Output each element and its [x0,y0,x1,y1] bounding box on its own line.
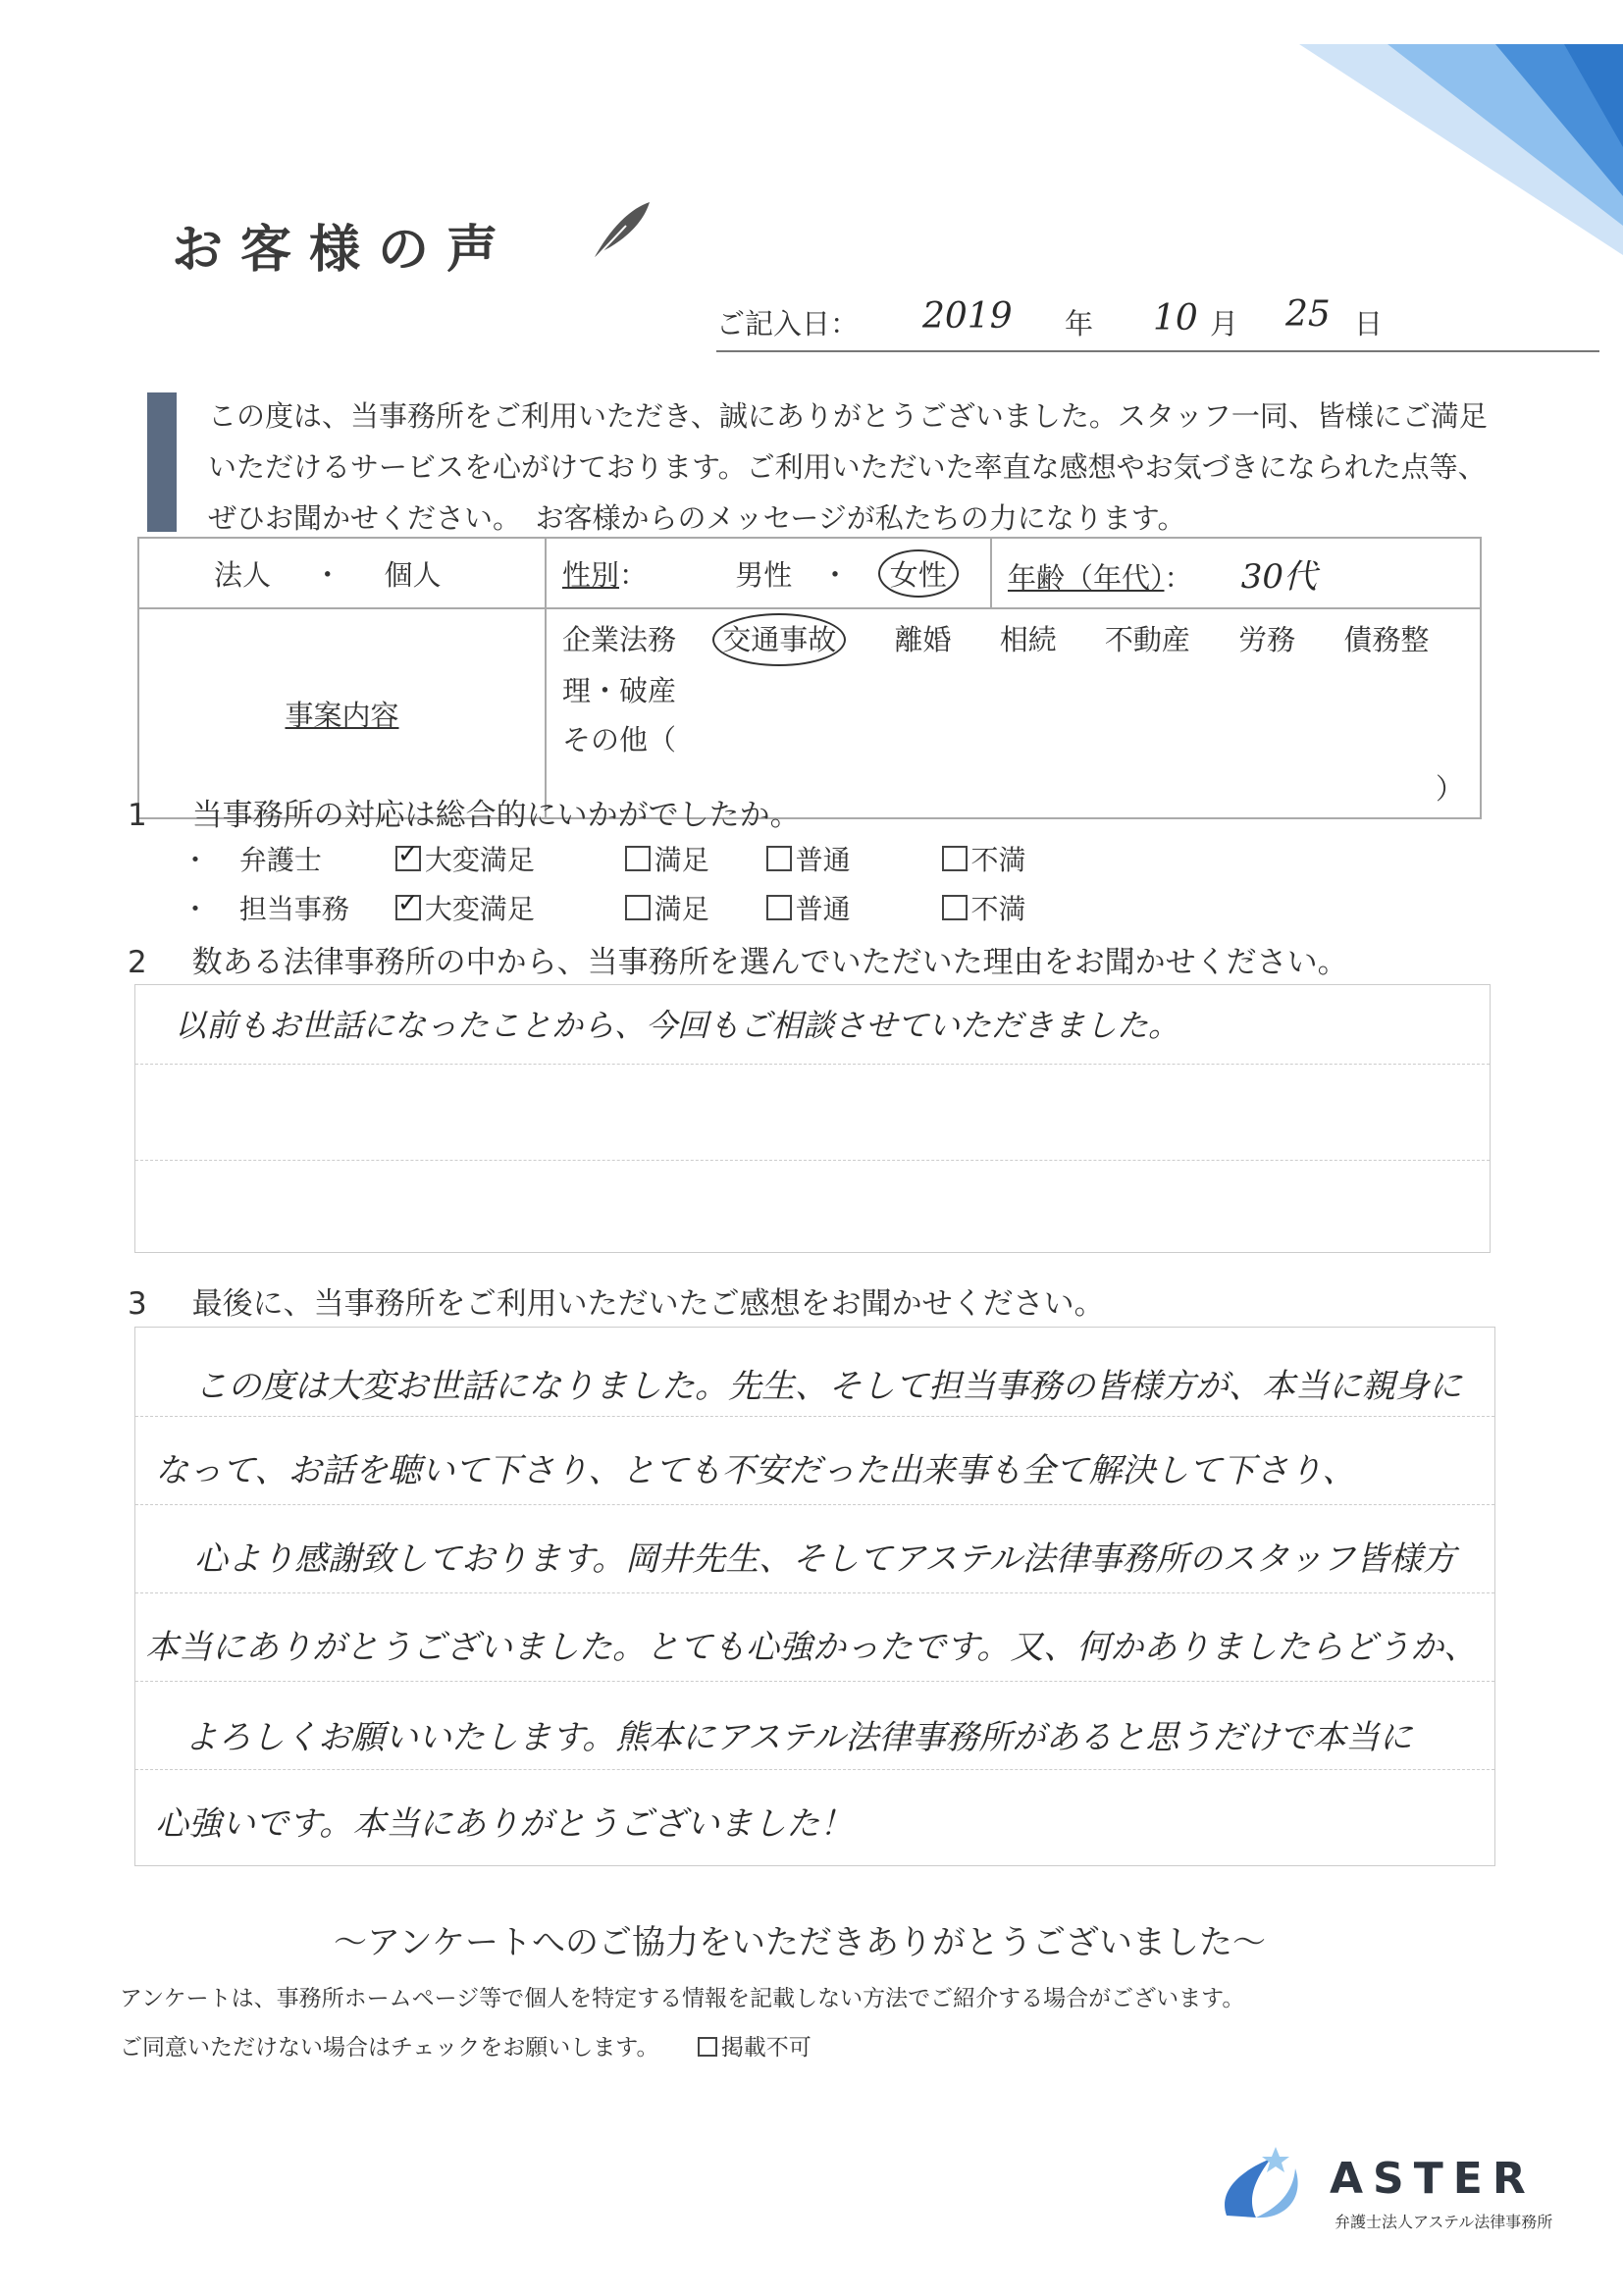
optout-checkbox[interactable]: 掲載不可 [698,2035,812,2061]
q2-answer: 以前もお世話になったことから、今回もご相談させていただきました。 [175,1007,1180,1044]
intro-text [208,391,1523,544]
page-title: お客様の声 [172,221,516,280]
logo-subtitle: 弁護士法人アステル法律事務所 [1335,2213,1553,2231]
case-real-estate[interactable]: 不動産 [1104,623,1190,656]
q1-staff-satisfied[interactable]: 満足 [625,888,758,927]
case-traffic-accident-selected[interactable]: 交通事故 [712,613,846,666]
client-type-cell: 法人 ・ 個人 [138,538,546,608]
date-label: ご記入日： [716,307,860,340]
case-inheritance[interactable]: 相続 [999,623,1057,656]
q3-heading: 3 最後に、当事務所をご利用いただいたご感想をお聞かせください。 [128,1286,1105,1322]
disclosure-note: アンケートは、事務所ホームページ等で個人を特定する情報を記載しない方法でご紹介する場合がございます。 [120,1986,1245,2011]
q1-staff-very-satisfied[interactable]: ✓ 大変満足 [395,888,616,927]
gender-female-selected[interactable]: 女性 [878,549,959,598]
checkbox-icon[interactable] [766,895,792,920]
checkbox-icon[interactable] [766,846,792,871]
checkbox-icon[interactable] [942,846,968,871]
q1-lawyer-neutral[interactable]: 普通 [766,839,933,878]
q3-answer-line: 心より感謝致しております。岡井先生、そしてアステル法律事務所のスタッフ皆様方 [194,1539,1456,1579]
checkbox-checked-icon[interactable] [395,846,421,871]
q2-heading: 2 数ある法律事務所の中から、当事務所を選んでいただいた理由をお聞かせください。 [128,945,1348,980]
checkbox-icon[interactable] [625,846,651,871]
checkbox-icon[interactable] [698,2037,717,2057]
q3-answer-line: なって、お話を聴いて下さり、とても不安だった出来事も全て解決して下さり、 [155,1451,1356,1490]
month-unit: 月 [1210,307,1239,340]
case-label: 事案内容 [285,698,399,732]
q2-answer-box[interactable] [134,984,1491,1253]
gender-label: 性別 [561,557,619,592]
checkbox-icon[interactable] [942,895,968,920]
date-month: 10 [1153,298,1198,339]
q1-lawyer-very-satisfied[interactable]: ✓ 大変満足 [395,839,616,878]
gender-male[interactable]: 男性 [735,557,793,592]
case-corporate[interactable]: 企業法務 [561,623,676,656]
case-other[interactable]: その他（ [561,723,676,757]
gender-cell: 性別： 男性 ・ 女性 [546,538,991,608]
corner-decoration [1270,0,1623,255]
q3-answer-box[interactable] [134,1327,1495,1866]
date-row [716,294,1599,353]
q1-lawyer-satisfied[interactable]: 満足 [625,839,758,878]
info-table [137,537,1482,819]
client-type-corp[interactable]: 法人 [214,557,272,592]
consent-note: ご同意いただけない場合はチェックをお願いします。 掲載不可 [120,2035,812,2061]
age-cell: 年齢（年代）： 30代 [991,538,1481,608]
date-day: 25 [1285,294,1331,335]
q1-row-lawyer: ・ 弁護士 ✓ 大変満足 満足 普通 不満 [182,839,1026,878]
day-unit: 日 [1354,307,1384,340]
q1-staff-neutral[interactable]: 普通 [766,888,933,927]
client-type-individual[interactable]: 個人 [384,557,442,592]
intro-line: この度は、当事務所をご利用いただき、誠にありがとうございました。スタッフ一同、皆様にご満足 [208,399,1488,433]
case-divorce[interactable]: 離婚 [894,623,952,656]
aster-logo-icon [1217,2139,1315,2227]
q1-lawyer-dissatisfied[interactable]: 不満 [942,839,1026,878]
checkbox-icon[interactable] [625,895,651,920]
date-underline [716,350,1599,352]
q1-heading: 1 当事務所の対応は総合的にいかがでしたか。 [128,798,801,833]
case-options-cell: 企業法務 交通事故 離婚 相続 不動産 労務 債務整理・破産 その他（ ） [546,608,1481,818]
q1-row-staff: ・ 担当事務 ✓ 大変満足 満足 普通 不満 [182,888,1026,927]
q3-answer-line: この度は大変お世話になりました。先生、そして担当事務の皆様方が、本当に親身に [194,1367,1462,1406]
q3-answer-line: 本当にありがとうございました。とても心強かったです。又、何かありましたらどうか、 [145,1628,1478,1667]
checkbox-checked-icon[interactable] [395,895,421,920]
logo-wordmark: ASTER [1330,2154,1536,2204]
q3-answer-line: よろしくお願いいたします。熊本にアステル法律事務所があると思うだけで本当に [184,1718,1413,1757]
age-value: 30代 [1240,556,1317,597]
age-label: 年齢（年代） [1007,560,1165,595]
date-year: 2019 [922,296,1013,337]
year-unit: 年 [1065,307,1094,340]
intro-accent-bar [147,392,177,532]
thanks-message: ～アンケートへのご協力をいただきありがとうございました～ [334,1923,1266,1962]
case-debt[interactable]: 債務整理・破産 [561,623,1430,707]
case-labor[interactable]: 労務 [1238,623,1296,656]
q3-answer-line: 心強いです。本当にありがとうございました！ [155,1804,854,1844]
intro-line: ぜひお聞かせください。 お客様からのメッセージが私たちの力になります。 [208,501,1186,535]
intro-line: いただけるサービスを心がけております。ご利用いただいた率直な感想やお気づきになられた点等、 [208,450,1487,484]
q1-staff-dissatisfied[interactable]: 不満 [942,888,1026,927]
case-label-cell [138,608,546,818]
feather-icon [587,196,655,265]
